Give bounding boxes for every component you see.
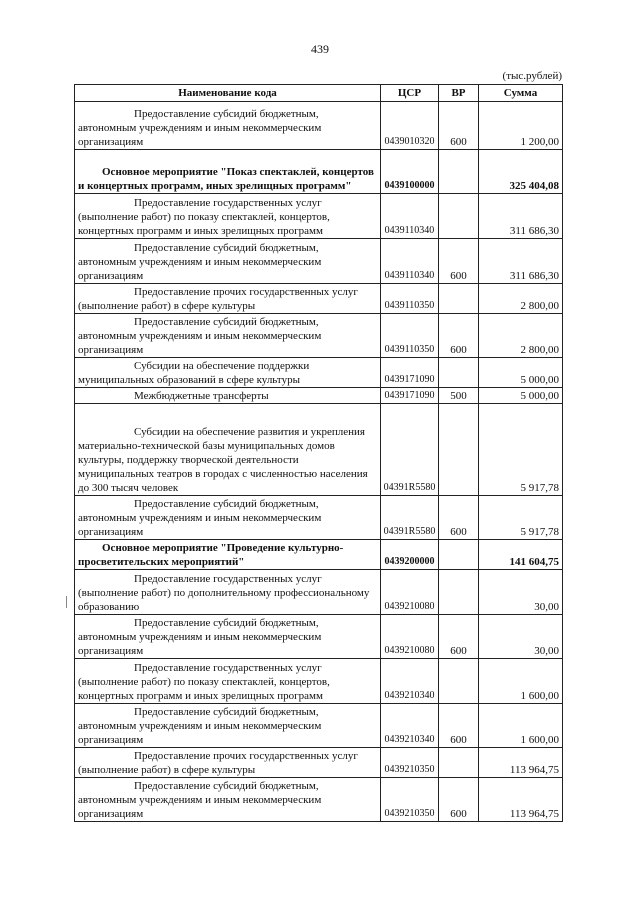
cell-name: Предоставление субсидий бюджетным, автономным учреждениям и иным некоммерческим организациям: [75, 615, 381, 659]
cell-sum: 2 800,00: [479, 284, 563, 314]
cell-csr: 0439110340: [381, 239, 439, 284]
cell-sum: 1 600,00: [479, 704, 563, 748]
cell-sum: 1 600,00: [479, 659, 563, 704]
cell-vr: [439, 540, 479, 570]
cell-csr: 0439171090: [381, 358, 439, 388]
header-name: Наименование кода: [75, 85, 381, 102]
header-row: [75, 85, 563, 102]
table-row: [75, 102, 563, 150]
cell-csr: 0439110350: [381, 284, 439, 314]
cell-sum: 5 917,78: [479, 496, 563, 540]
cell-sum: 113 964,75: [479, 778, 563, 822]
cell-vr: 600: [439, 239, 479, 284]
cell-vr: 600: [439, 704, 479, 748]
cell-vr: [439, 570, 479, 615]
cell-vr: 600: [439, 102, 479, 150]
cell-vr: 600: [439, 496, 479, 540]
cell-vr: 600: [439, 615, 479, 659]
cell-name: Предоставление субсидий бюджетным, автономным учреждениям и иным некоммерческим организациям: [75, 314, 381, 358]
cell-name: Предоставление субсидий бюджетным, автономным учреждениям и иным некоммерческим организациям: [75, 102, 381, 150]
margin-mark: [66, 596, 67, 608]
table-row: [75, 570, 563, 615]
table-row: [75, 778, 563, 822]
cell-sum: 311 686,30: [479, 194, 563, 239]
table-row: [75, 194, 563, 239]
table-row: [75, 150, 563, 194]
header-csr: ЦСР: [381, 85, 439, 102]
cell-csr: 0439200000: [381, 540, 439, 570]
cell-name: Предоставление субсидий бюджетным, автономным учреждениям и иным некоммерческим организациям: [75, 704, 381, 748]
table-row: [75, 404, 563, 496]
cell-vr: 500: [439, 388, 479, 404]
cell-vr: [439, 404, 479, 496]
table-row: [75, 615, 563, 659]
table-row: [75, 659, 563, 704]
cell-name: Субсидии на обеспечение развития и укрепления материально-технической базы муниципальных домов культуры, поддержку творческой деятельности муниципальных театров в городах с численностью населения до 300 тысяч человек: [75, 404, 381, 496]
cell-name: Предоставление субсидий бюджетным, автономным учреждениям и иным некоммерческим организациям: [75, 496, 381, 540]
cell-name: Предоставление субсидий бюджетным, автономным учреждениям и иным некоммерческим организациям: [75, 239, 381, 284]
cell-sum: 2 800,00: [479, 314, 563, 358]
cell-vr: [439, 358, 479, 388]
table-row: [75, 496, 563, 540]
cell-vr: 600: [439, 778, 479, 822]
cell-vr: [439, 748, 479, 778]
cell-name: Предоставление государственных услуг (выполнение работ) по показу спектаклей, концертов, концертных программ и иных зрелищных программ: [75, 659, 381, 704]
table-row: [75, 704, 563, 748]
cell-sum: 5 000,00: [479, 358, 563, 388]
cell-name: Предоставление прочих государственных услуг (выполнение работ) в сфере культуры: [75, 284, 381, 314]
cell-vr: [439, 194, 479, 239]
table-row: [75, 284, 563, 314]
cell-vr: [439, 150, 479, 194]
cell-vr: [439, 659, 479, 704]
cell-vr: 600: [439, 314, 479, 358]
cell-csr: 04391R5580: [381, 404, 439, 496]
cell-name: Основное мероприятие "Показ спектаклей, концертов и концертных программ, иных зрелищных программ": [75, 150, 381, 194]
table-row: [75, 314, 563, 358]
cell-sum: 113 964,75: [479, 748, 563, 778]
cell-name: Предоставление государственных услуг (выполнение работ) по показу спектаклей, концертов, концертных программ и иных зрелищных программ: [75, 194, 381, 239]
cell-csr: 04391R5580: [381, 496, 439, 540]
cell-csr: 0439210080: [381, 615, 439, 659]
budget-table: [74, 84, 563, 822]
cell-sum: 311 686,30: [479, 239, 563, 284]
cell-csr: 0439210340: [381, 659, 439, 704]
cell-name: Предоставление субсидий бюджетным, автономным учреждениям и иным некоммерческим организациям: [75, 778, 381, 822]
page-number: 439: [311, 42, 329, 56]
table-row: [75, 388, 563, 404]
cell-sum: 30,00: [479, 570, 563, 615]
cell-csr: 0439210350: [381, 748, 439, 778]
header-vr: ВР: [439, 85, 479, 102]
header-sum: Сумма: [479, 85, 563, 102]
cell-name: Межбюджетные трансферты: [75, 388, 381, 404]
units-label: (тыс.рублей): [502, 70, 562, 82]
cell-sum: 1 200,00: [479, 102, 563, 150]
cell-csr: 0439210340: [381, 704, 439, 748]
cell-name: Предоставление государственных услуг (выполнение работ) по дополнительному профессиональному образованию: [75, 570, 381, 615]
cell-csr: 0439110340: [381, 194, 439, 239]
cell-sum: 5 000,00: [479, 388, 563, 404]
table-row: [75, 358, 563, 388]
cell-csr: 0439010320: [381, 102, 439, 150]
cell-csr: 0439110350: [381, 314, 439, 358]
cell-sum: 30,00: [479, 615, 563, 659]
cell-name: Предоставление прочих государственных услуг (выполнение работ) в сфере культуры: [75, 748, 381, 778]
cell-csr: 0439171090: [381, 388, 439, 404]
cell-sum: 141 604,75: [479, 540, 563, 570]
cell-sum: 325 404,08: [479, 150, 563, 194]
cell-name: Субсидии на обеспечение поддержки муниципальных образований в сфере культуры: [75, 358, 381, 388]
table-row: [75, 540, 563, 570]
table-row: [75, 239, 563, 284]
cell-csr: 0439100000: [381, 150, 439, 194]
cell-vr: [439, 284, 479, 314]
cell-name: Основное мероприятие "Проведение культурно-просветительских мероприятий": [75, 540, 381, 570]
cell-sum: 5 917,78: [479, 404, 563, 496]
cell-csr: 0439210350: [381, 778, 439, 822]
table-row: [75, 748, 563, 778]
cell-csr: 0439210080: [381, 570, 439, 615]
